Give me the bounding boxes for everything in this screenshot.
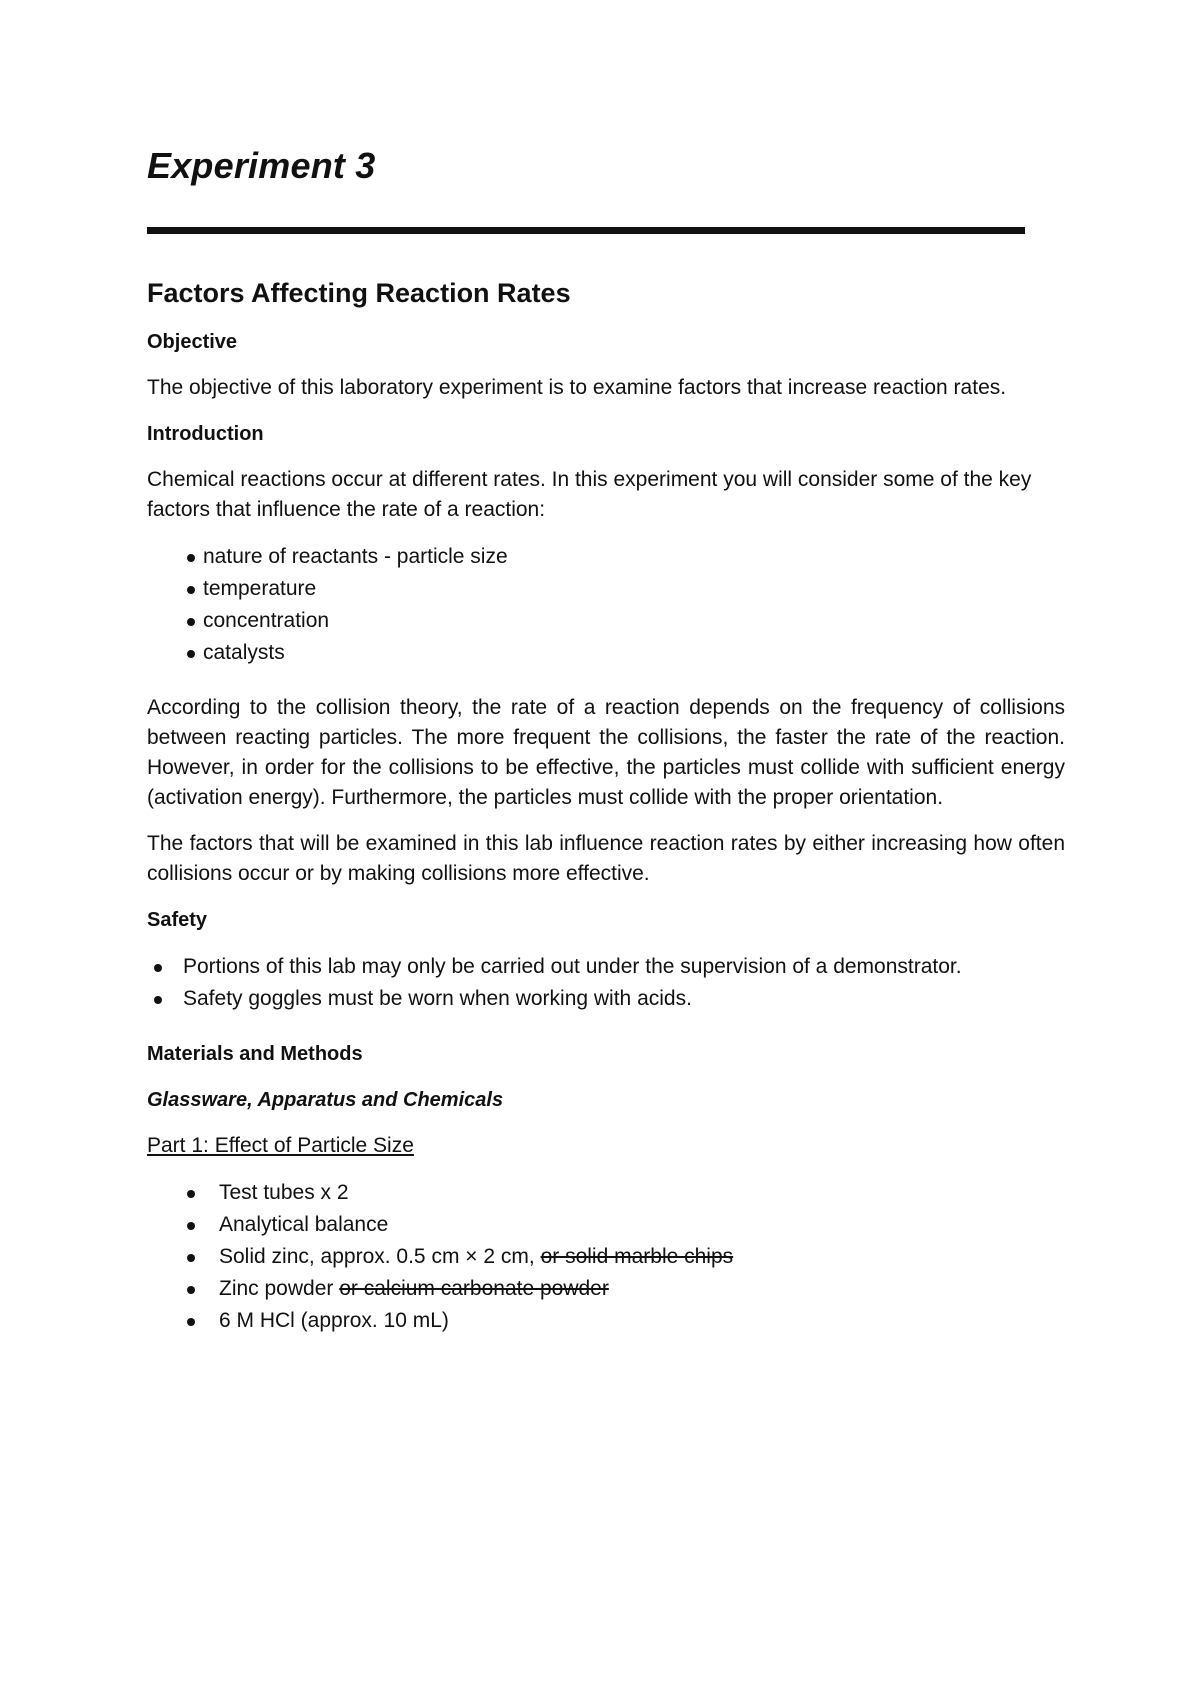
list-item: Zinc powder or calcium carbonate powder xyxy=(147,1273,1065,1305)
safety-list xyxy=(147,951,1065,1015)
list-item: Test tubes x 2 xyxy=(147,1177,1065,1209)
list-item: temperature xyxy=(147,573,1065,605)
collision-theory-paragraph: According to the collision theory, the rate of a reaction depends on the frequency of collisions between reacting particles. The more frequent the collisions, the faster the rate of the reaction. However, in order for the collisions to be effective, the particles must collide with sufficient energy (activation energy). Furthermore, the particles must collide with the proper orientation. xyxy=(147,696,1065,809)
list-item: Portions of this lab may only be carried out under the supervision of a demonstrator. xyxy=(147,951,1065,983)
bullet-icon xyxy=(187,1318,195,1326)
objective-text: The objective of this laboratory experiment is to examine factors that increase reaction rates. xyxy=(147,376,1007,399)
list-item: nature of reactants - particle size xyxy=(147,541,1065,573)
bullet-icon xyxy=(187,1190,195,1198)
bullet-icon xyxy=(187,554,195,562)
list-item: concentration xyxy=(147,605,1065,637)
introduction-heading: Introduction xyxy=(147,423,264,445)
struck-text: or solid marble chips xyxy=(540,1245,734,1268)
struck-text: or calcium carbonate powder xyxy=(339,1277,609,1300)
bullet-icon xyxy=(154,996,162,1004)
materials-heading: Materials and Methods xyxy=(147,1043,363,1065)
factors-paragraph: The factors that will be examined in this lab influence reaction rates by either increasing how often collisions occur or by making collisions more effective. xyxy=(147,832,1065,885)
list-item: Solid zinc, approx. 0.5 cm × 2 cm, or solid marble chips xyxy=(147,1241,1065,1273)
materials-subheading: Glassware, Apparatus and Chemicals xyxy=(147,1089,504,1111)
title-rule xyxy=(147,227,1025,234)
bullet-icon xyxy=(187,1254,195,1262)
bullet-icon xyxy=(187,586,195,594)
list-item: 6 M HCl (approx. 10 mL) xyxy=(147,1305,1065,1337)
factors-list xyxy=(147,541,1065,669)
experiment-title: Experiment 3 xyxy=(147,145,376,186)
part-1-heading: Part 1: Effect of Particle Size xyxy=(147,1134,414,1157)
list-item: catalysts xyxy=(147,637,1065,669)
safety-heading: Safety xyxy=(147,909,208,931)
document-title: Factors Affecting Reaction Rates xyxy=(147,278,571,308)
materials-list xyxy=(147,1177,1065,1337)
bullet-icon xyxy=(187,618,195,626)
bullet-icon xyxy=(154,964,162,972)
list-item: Safety goggles must be worn when working with acids. xyxy=(147,983,1065,1015)
bullet-icon xyxy=(187,1222,195,1230)
introduction-lead: Chemical reactions occur at different rates. In this experiment you will consider some of the key factors that influence the rate of a reaction: xyxy=(147,468,1032,521)
document-body xyxy=(147,275,1065,1361)
bullet-icon xyxy=(187,650,195,658)
bullet-icon xyxy=(187,1286,195,1294)
objective-heading: Objective xyxy=(147,331,238,353)
list-item: Analytical balance xyxy=(147,1209,1065,1241)
